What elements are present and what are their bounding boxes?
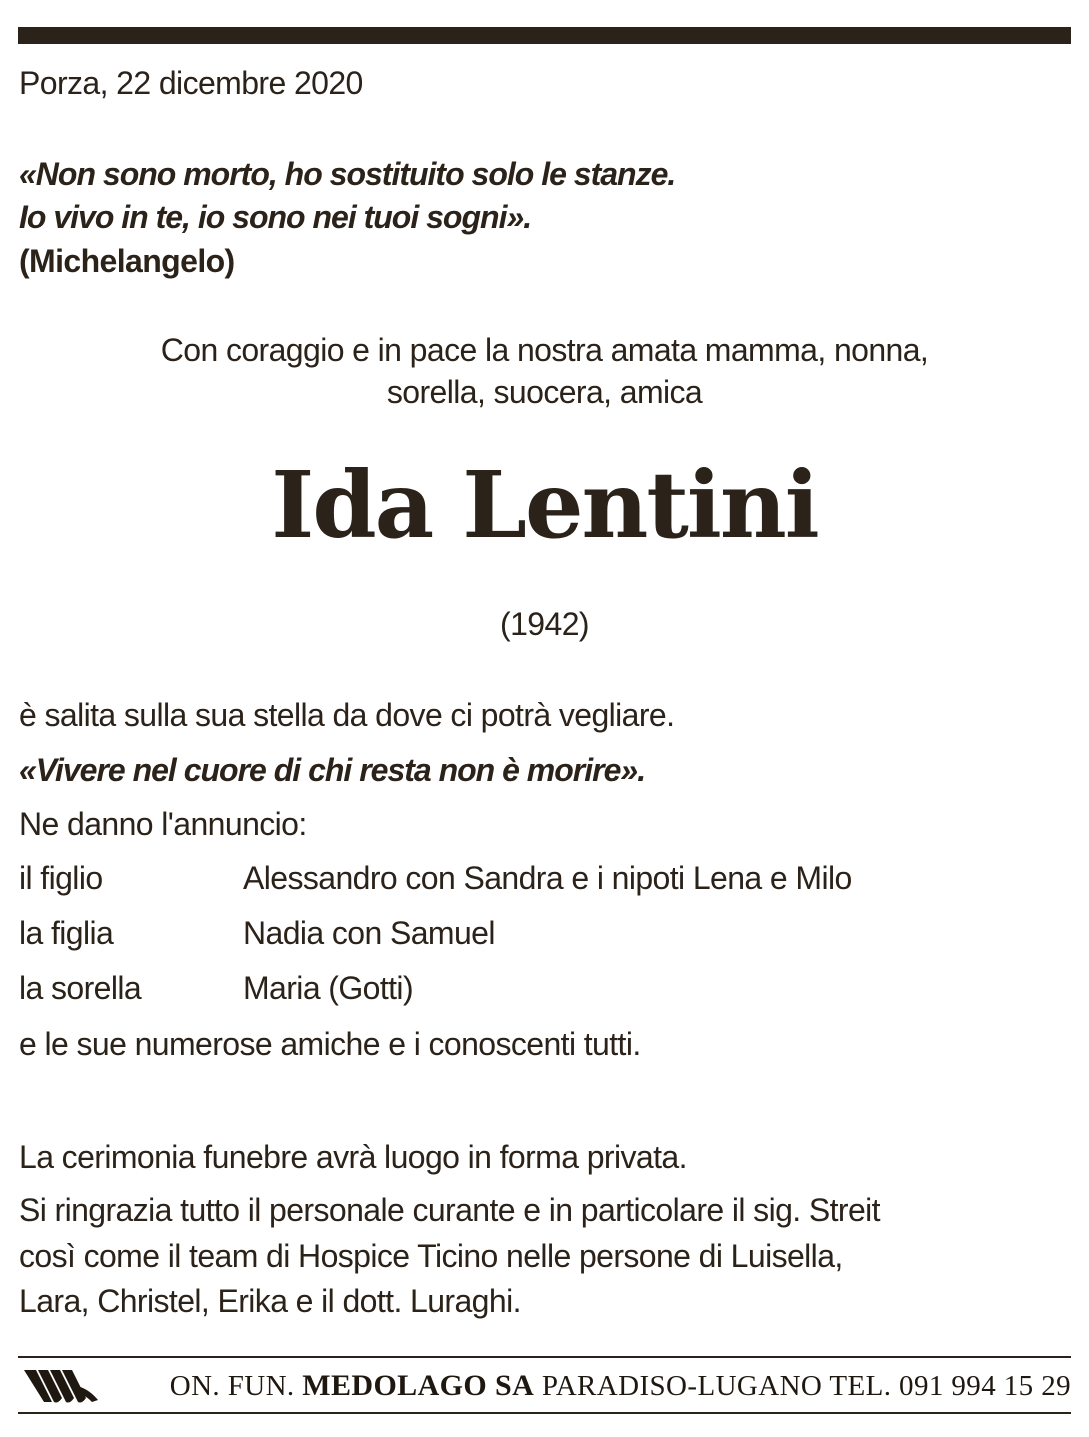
- ceremony-text: La cerimonia funebre avrà luogo in forma privata.: [19, 1139, 687, 1175]
- relative-relation: la sorella: [19, 970, 142, 1006]
- footer-prefix: ON. FUN.: [169, 1370, 295, 1402]
- intro-line-2: sorella, suocera, amica: [386, 374, 703, 410]
- footer-bottom-rule: [18, 1412, 1071, 1414]
- relative-relation: la figlia: [19, 915, 114, 951]
- footer-contact: PARADISO-LUGANO TEL. 091 994 15 29: [541, 1370, 1071, 1402]
- funeral-home-footer: [18, 1358, 1071, 1412]
- opening-quote-line-2: Io vivo in te, io sono nei tuoi sogni».: [19, 199, 532, 235]
- relative-names: Nadia con Samuel: [243, 915, 495, 951]
- birth-year: (1942): [500, 606, 589, 642]
- thanks-line-2: così come il team di Hospice Ticino nelle persone di Luisella,: [19, 1238, 843, 1274]
- thanks-line-1: Si ringrazia tutto il personale curante e in particolare il sig. Streit: [19, 1192, 880, 1228]
- funeral-home-text: [170, 1366, 1071, 1406]
- medolago-logo-icon: [22, 1364, 102, 1406]
- deceased-name: Ida Lentini: [271, 451, 818, 559]
- passing-text: è salita sulla sua stella da dove ci potrà vegliare.: [19, 697, 675, 733]
- announcement-intro: Ne danno l'annuncio:: [19, 806, 307, 842]
- opening-quote-line-1: «Non sono morto, ho sostituito solo le stanze.: [19, 156, 676, 192]
- relative-names: Maria (Gotti): [243, 970, 413, 1006]
- relative-names: Alessandro con Sandra e i nipoti Lena e Milo: [243, 860, 852, 896]
- thanks-line-3: Lara, Christel, Erika e il dott. Luraghi.: [19, 1283, 521, 1319]
- footer-company: MEDOLAGO SA: [302, 1369, 535, 1402]
- relative-relation: il figlio: [19, 860, 103, 896]
- top-divider: [18, 27, 1071, 44]
- others-text: e le sue numerose amiche e i conoscenti tutti.: [19, 1026, 641, 1062]
- closing-quote: «Vivere nel cuore di chi resta non è morire».: [19, 752, 646, 788]
- quote-author: (Michelangelo): [19, 243, 235, 279]
- place-date: Porza, 22 dicembre 2020: [19, 65, 363, 101]
- intro-line-1: Con coraggio e in pace la nostra amata mamma, nonna,: [160, 332, 929, 368]
